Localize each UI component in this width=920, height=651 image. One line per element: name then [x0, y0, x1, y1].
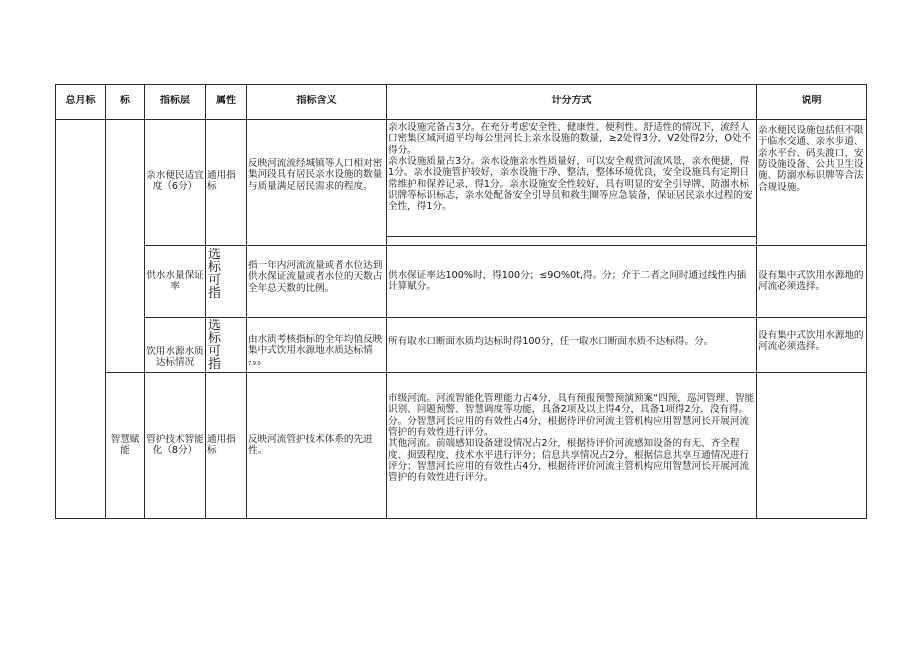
table-rule-row2	[144, 317, 866, 318]
table-rule-col0	[55, 84, 56, 519]
indicator-layer-cell: 供水水量保证率	[146, 270, 204, 293]
indicator-layer-cell: 饮用水源水质达标情况	[146, 346, 204, 369]
meaning-tail-text: 7.9.0	[248, 360, 261, 367]
table-rule-col1	[105, 84, 106, 519]
indicator-layer-cell: 亲水便民适宜度（6分）	[146, 170, 204, 193]
table-rule-row1	[144, 245, 866, 246]
scoring-cell: 所有取水口断面水质均达标时得100分，任一取水口断面水质不达标得。分。	[388, 336, 714, 347]
attribute-cell: 选标可指	[208, 248, 222, 300]
table-rule-col6	[756, 84, 757, 519]
header-cell: 总月标	[65, 95, 96, 106]
table-rule-col7	[866, 84, 867, 519]
scoring-cell: 供水保证率达100%时，得100分；≤9O%0t,得。分；介于二者之间时通过线性内插计算赋分。	[388, 270, 747, 293]
meaning-cell: 反映河流管护技术体系的先进性。	[248, 434, 373, 457]
table-rule-row3	[105, 372, 866, 373]
meaning-cell	[248, 334, 384, 368]
header-cell: 指标含义	[296, 95, 337, 106]
meaning-cell: 反映河流流经城镇等人口相对密集河段具有居民亲水设施的数量与质量满足居民需求的程度。	[248, 158, 383, 192]
attribute-cell: 选标可指	[208, 319, 222, 371]
table-rule-col3	[205, 84, 206, 519]
meaning-cell: 指一年内河流流量或者水位达到供水保证流量或者水位的天数占全年总天数的比例。	[248, 260, 383, 294]
table-rule-col4	[246, 84, 247, 519]
note-cell: 亲水便民设施包括但不限于临水交通、亲水步道、亲水平台、码头渡口、安防设施设备、公共卫生设施、防溺水标识牌等合法合规设施。	[758, 125, 864, 193]
header-cell: 指标层	[160, 95, 190, 106]
table-rule-col5	[386, 84, 387, 519]
table-rule-top	[55, 84, 866, 85]
table-rule-col2	[144, 84, 145, 519]
attribute-cell: 通用指标	[207, 170, 236, 193]
attribute-cell: 通用指标	[207, 434, 236, 457]
note-cell: 设有集中式饮用水源地的河流必须选择。	[758, 330, 864, 353]
header-cell: 属性	[216, 95, 236, 106]
indicator-layer-cell: 管护技术智能化（8分）	[146, 434, 204, 457]
table-rule-header	[55, 119, 866, 120]
scoring-cell: 市级河流。河流智能化管理能力占4分，具有预报预警预演预案“四预，巡河管理、智能识别、问题预警、智慧调度等功能，具备2项及以上得4分，具备1项得2分，没有得。分。分智慧河长应用的有效性占4分，根据待评价河流主管机构应用智慧河长开展河流管护的有效性进行评分。 其他河流。前端感知设备建设情况占2分，根据待评价河流感知设备的有无、齐全程度、损毁程度、技术水平进行评分；信息共享情况占2分，根据信息共享互通情况进行评分；智慧河长应用的有效性占4分，根据待评价河流主管机构应用智慧河长开展河流管护的有效性进行评分。	[388, 393, 755, 484]
meaning-text: 由水质考核指标的全年均值反映集中式饮用水源地水质达标情	[248, 334, 383, 357]
indicator-group-cell: 智慧赋能	[110, 434, 140, 457]
note-cell: 设有集中式饮用水源地的河流必须选择。	[758, 270, 864, 293]
header-cell: 计分方式	[551, 95, 592, 106]
header-cell: 标	[120, 95, 130, 106]
table-rule-bottom	[55, 518, 866, 519]
scoring-cell: 亲水设施完备占3分。在充分考虑安全性、健康性、便利性、舒适性的情况下，流经人口密集区域河道平均每公里河长上亲水设施的数量，≥2处得3分，V2处得2分，O处不得分。 亲水设施质量占3分。亲水设施亲水性质量好，可以安全观赏河流风景，亲水便捷，得1分。亲水设施管护较好，亲水设施干净、整洁，整体环境优良，安全设施具有定期日常维护和保养记录，得1分。亲水设施安全性较好，具有明显的安全引导牌、防溺水标识牌等标识标志，亲水处配备安全引导员和救生圈等应急装备，保证居民亲水过程的安全性，得1分。	[388, 122, 753, 213]
header-cell: 说明	[801, 95, 822, 106]
